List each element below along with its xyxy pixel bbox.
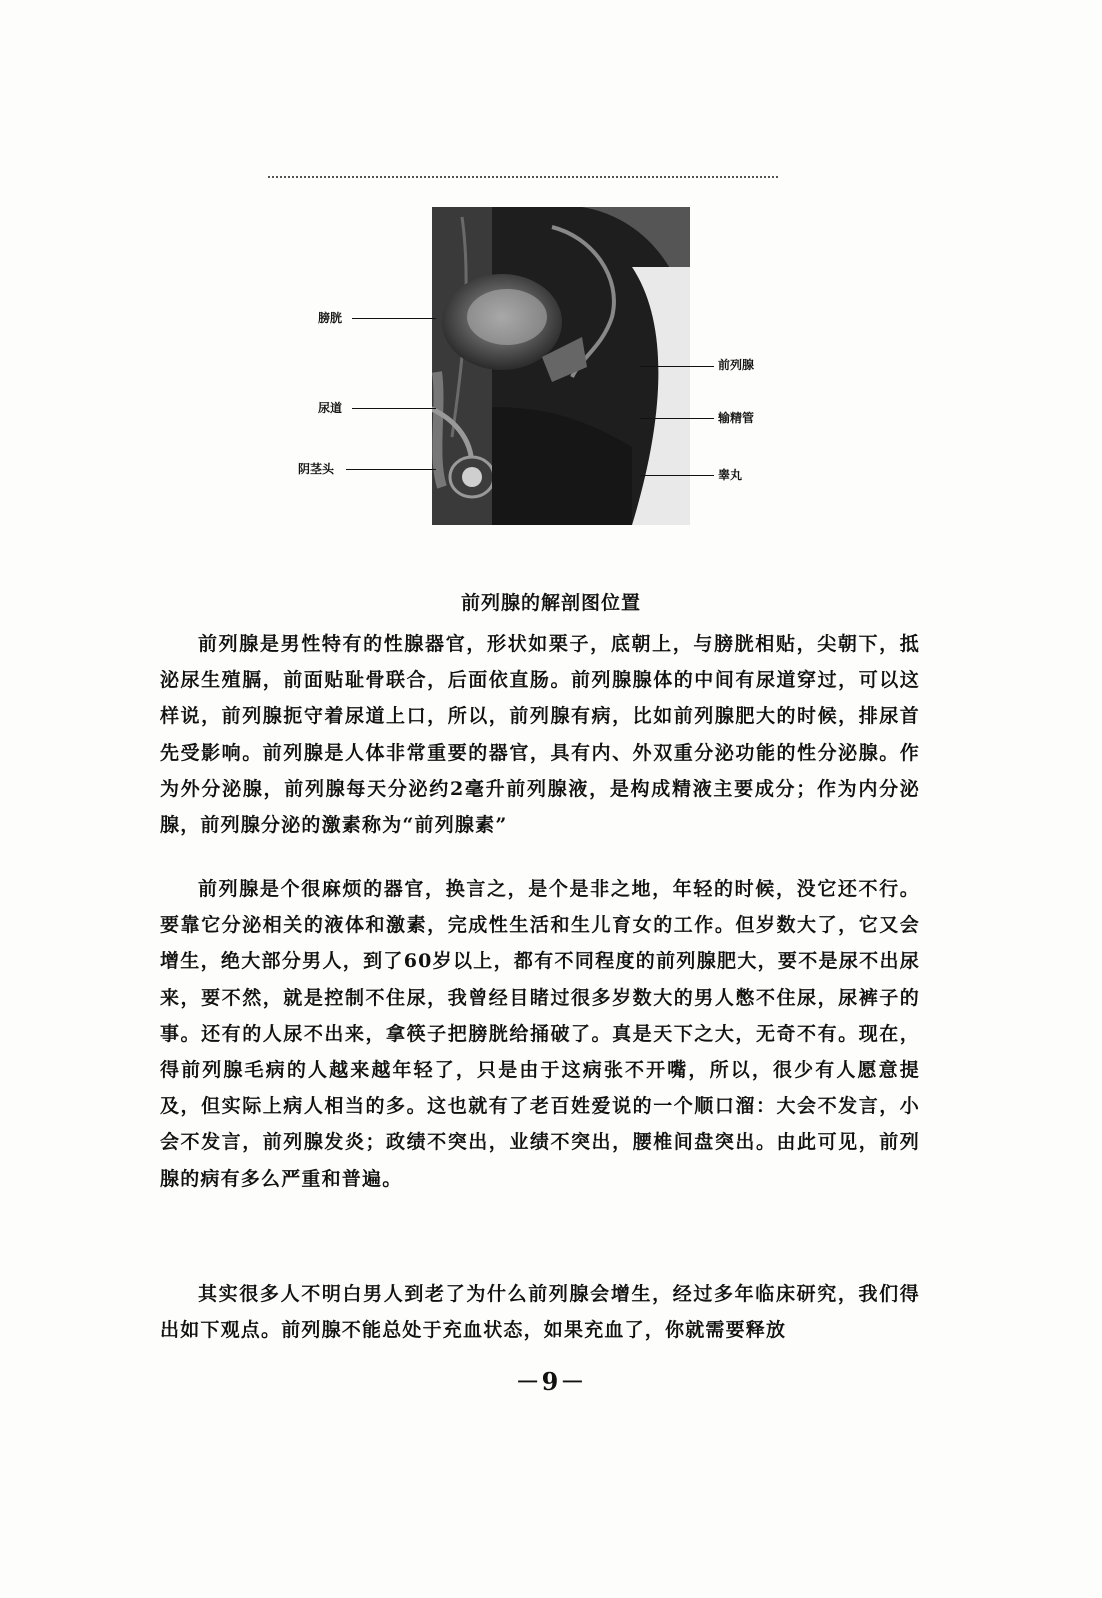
figure-caption: 前列腺的解剖图位置 — [460, 592, 641, 614]
paragraph-3: 其实很多人不明白男人到老了为什么前列腺会增生，经过多年临床研究，我们得出如下观点。前列腺不能总处于充血状态，如果充血了，你就需要释放 — [160, 1283, 920, 1342]
page-number: －9－ — [515, 1367, 587, 1396]
paragraph-1: 前列腺是男性特有的性腺器官，形状如栗子，底朝上，与膀胱相贴，尖朝下，抵泌尿生殖膈，前面贴耻骨联合，后面依直肠。前列腺腺体的中间有尿道穿过，可以这样说，前列腺扼守着尿道上口，所以，前列腺有病，比如前列腺肥大的时候，排尿首先受影响。前列腺是人体非常重要的器官，具有内、外双重分泌功能的性分泌腺。作为外分泌腺，前列腺每天分泌约2毫升前列腺液，是构成精液主要成分；作为内分泌腺，前列腺分泌的激素称为“前列腺素” — [160, 633, 920, 837]
paragraph-2: 前列腺是个很麻烦的器官，换言之，是个是非之地，年轻的时候，没它还不行。要靠它分泌相关的液体和激素，完成性生活和生儿育女的工作。但岁数大了，它又会增生，绝大部分男人，到了60岁以上，都有不同程度的前列腺肥大，要不是尿不出尿来，要不然，就是控制不住尿，我曾经目睹过很多岁数大的男人憋不住尿，尿裤子的事。还有的人尿不出来，拿筷子把膀胱给捅破了。真是天下之大，无奇不有。现在，得前列腺毛病的人越来越年轻了，只是由于这病张不开嘴，所以，很少有人愿意提及，但实际上病人相当的多。这也就有了老百姓爱说的一个顺口溜：大会不发言，小会不发言，前列腺发炎；政绩不突出，业绩不突出，腰椎间盘突出。由此可见，前列腺的病有多么严重和普遍。 — [160, 878, 920, 1190]
label-vas-deferens: 输精管 — [718, 411, 755, 425]
label-prostate: 前列腺 — [718, 358, 755, 372]
header-rule — [268, 176, 778, 178]
leader-vas-deferens — [640, 418, 714, 419]
leader-prostate — [640, 366, 714, 367]
label-glans: 阴茎头 — [298, 462, 335, 476]
label-urethra: 尿道 — [318, 401, 343, 415]
label-bladder: 膀胱 — [318, 311, 343, 325]
leader-testis — [640, 475, 714, 476]
leader-urethra — [352, 408, 436, 409]
leader-glans — [346, 469, 436, 470]
leader-bladder — [352, 318, 436, 319]
label-testis: 睾丸 — [718, 468, 743, 482]
